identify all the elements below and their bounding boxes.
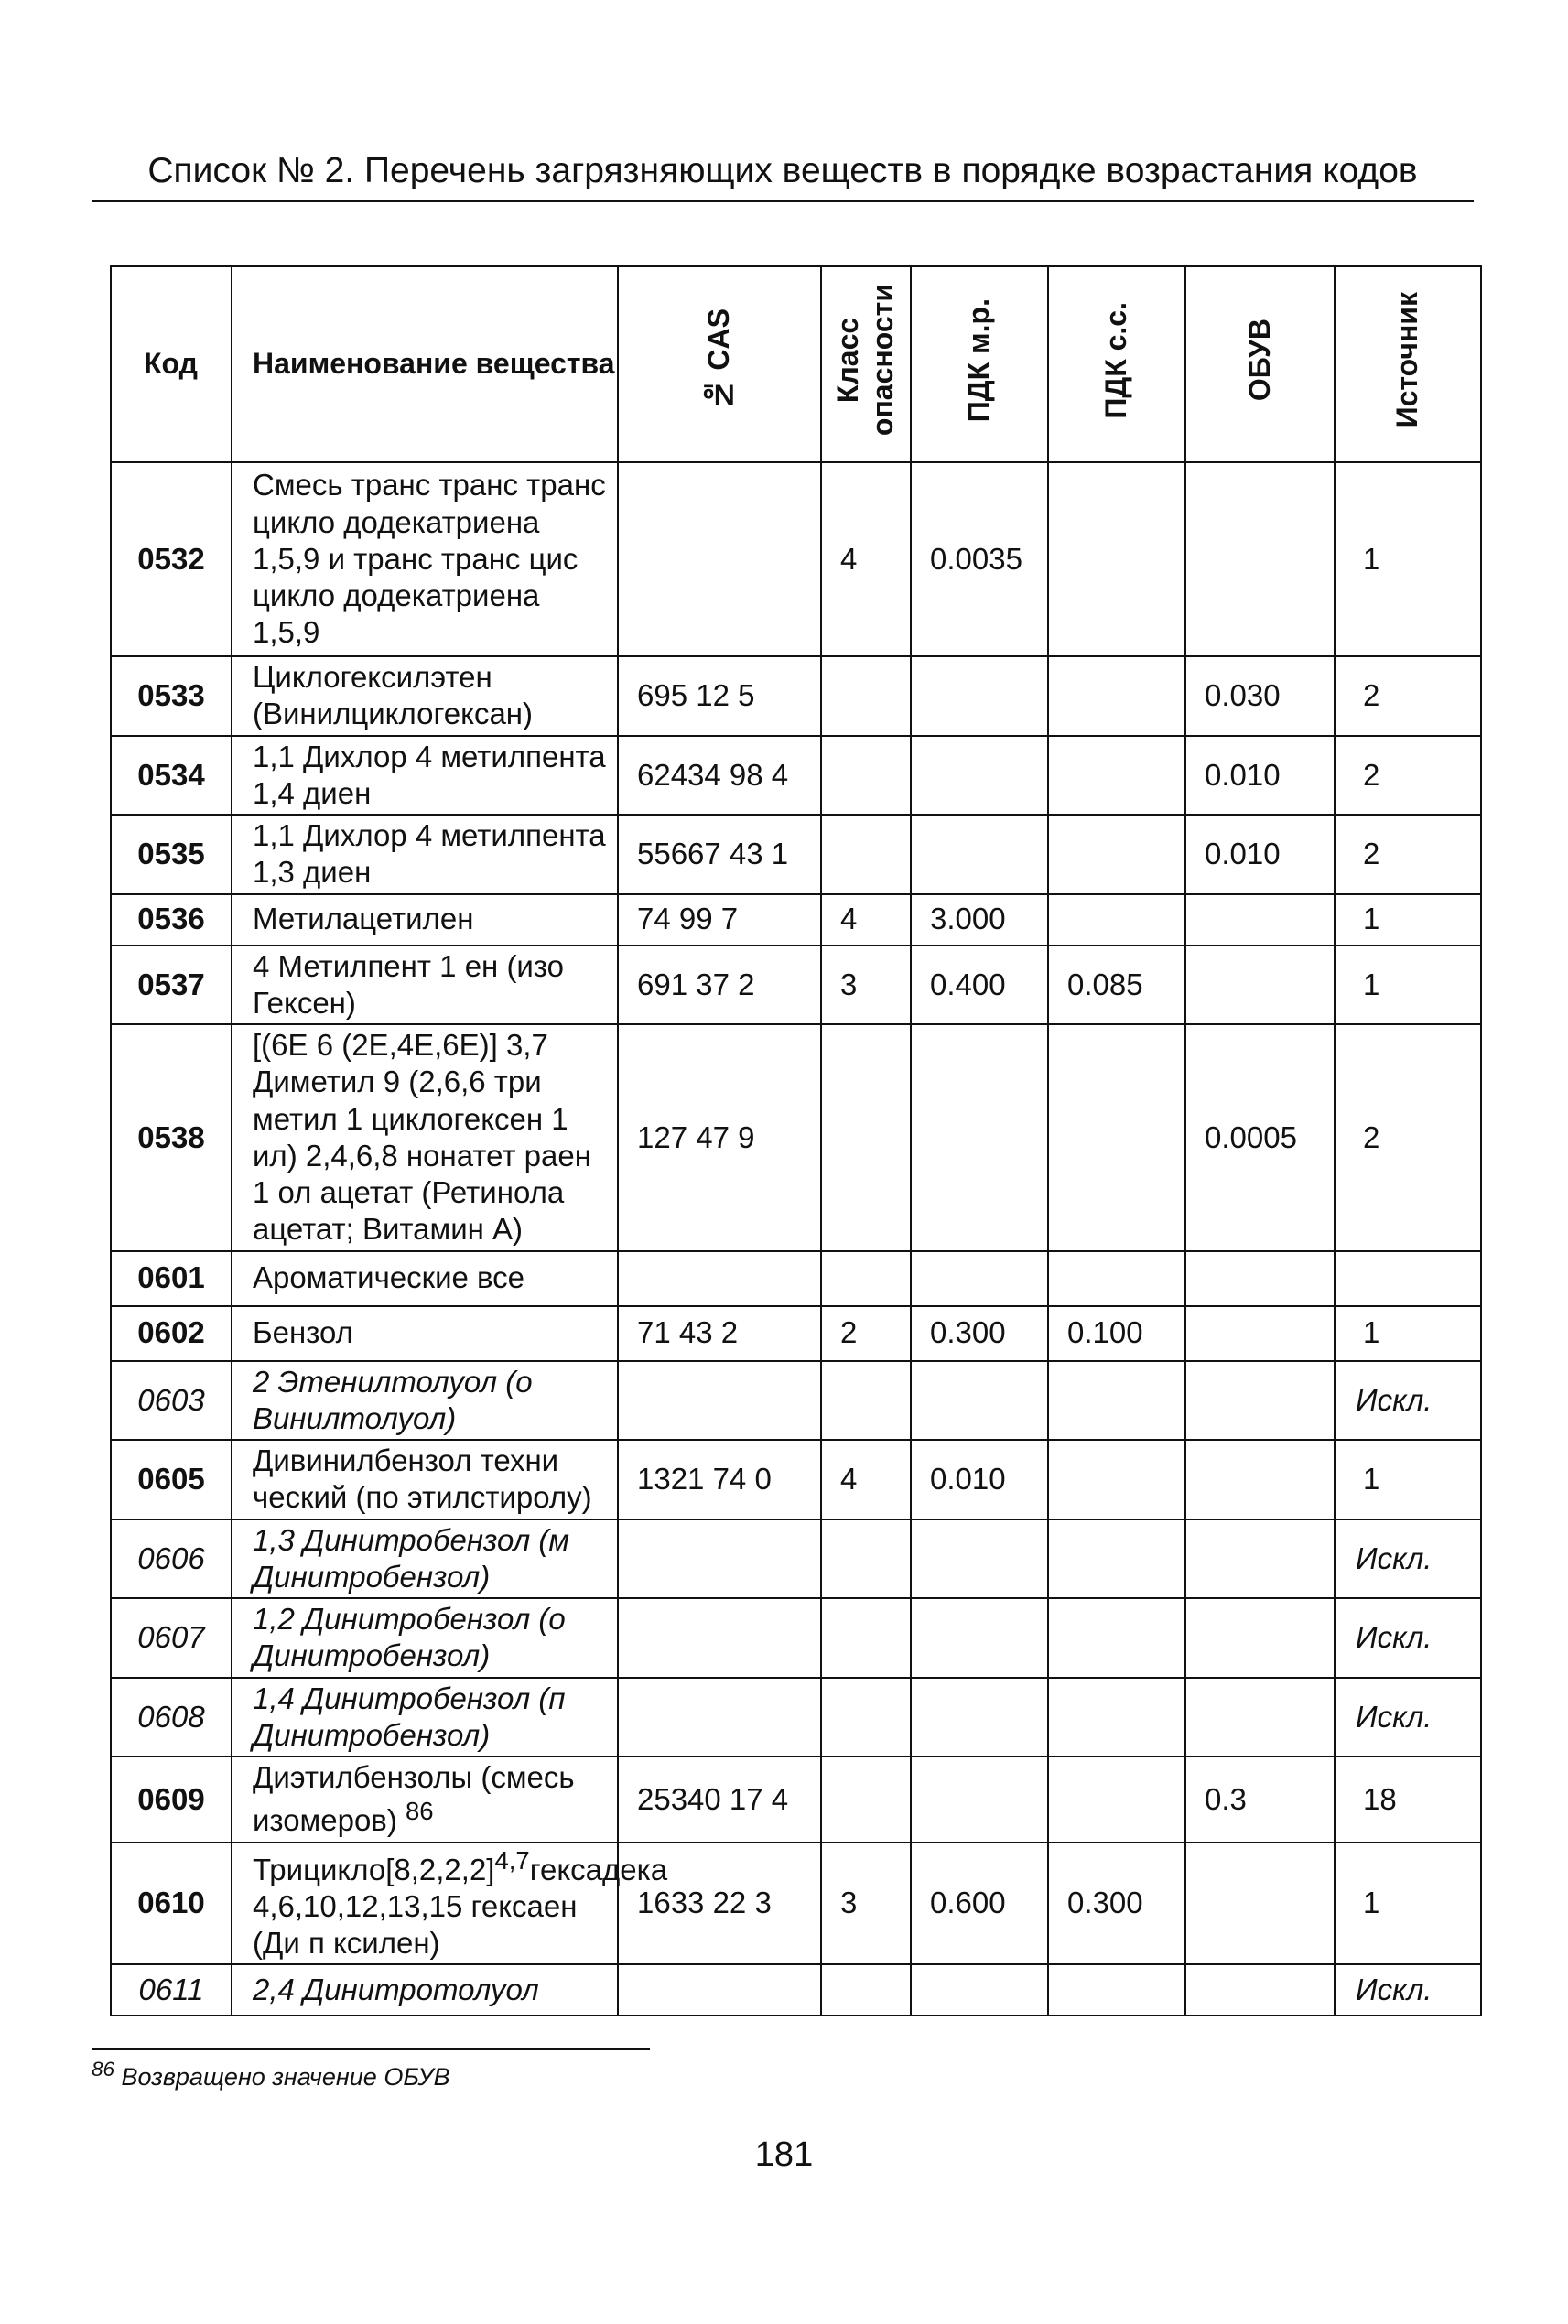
table-row (111, 1964, 1481, 2016)
header-cas-label: № CAS (702, 308, 736, 412)
cell-name (232, 1843, 668, 1965)
cell-code: 0536 (111, 894, 232, 946)
cell-name (232, 1598, 618, 1678)
cell-hazard-class (821, 815, 911, 894)
cell-pdk-mr (911, 1964, 1048, 2016)
cell-name-text: 2 Этенилтолуол (о Винилтолуол) (253, 1364, 533, 1435)
cell-cas: 25340 17 4 (618, 1757, 821, 1843)
cell-obuv (1185, 946, 1335, 1025)
table-row (111, 1598, 1481, 1678)
footnote-number: 86 (92, 2058, 115, 2081)
cell-hazard-class: 4 (821, 462, 911, 656)
cell-hazard-class: 4 (821, 1440, 911, 1519)
cell-obuv (1185, 1678, 1335, 1757)
cell-name-text: 1,1 Дихлор 4 метилпента 1,3 диен (253, 818, 606, 890)
cell-obuv: 0.010 (1185, 815, 1335, 894)
cell-name (232, 656, 618, 736)
cell-source: Искл. (1335, 1678, 1481, 1757)
header-name: Наименование вещества (232, 266, 618, 462)
cell-name (232, 1440, 618, 1519)
cell-source: 2 (1335, 1024, 1481, 1251)
cell-name-text: Диэтилбензолы (смесь изомеров) (253, 1760, 575, 1838)
cell-pdk-ss (1048, 1519, 1185, 1599)
cell-code: 0535 (111, 815, 232, 894)
cell-pdk-ss: 0.300 (1048, 1843, 1185, 1965)
cell-cas: 1321 74 0 (618, 1440, 821, 1519)
cell-pdk-ss: 0.085 (1048, 946, 1185, 1025)
cell-name-text-continued: гексадека 4,6,10,12,13,15 гексаен (Ди п ксилен) (253, 1852, 668, 1960)
table-row (111, 1440, 1481, 1519)
cell-obuv (1185, 1964, 1335, 2016)
footnote-reference: 86 (406, 1797, 434, 1826)
cell-name (232, 462, 618, 656)
cell-obuv (1185, 894, 1335, 946)
cell-cas (618, 1361, 821, 1441)
cell-code: 0610 (111, 1843, 232, 1965)
cell-pdk-mr (911, 1519, 1048, 1599)
header-pdk-mr-label: ПДК м.р. (962, 297, 996, 423)
cell-source: Искл. (1335, 1964, 1481, 2016)
cell-name-text: Дивинилбензол техни ческий (по этилстиролу) (253, 1443, 592, 1515)
cell-name-text: Трицикло[8,2,2,2] (253, 1852, 495, 1886)
cell-source: Искл. (1335, 1519, 1481, 1599)
cell-pdk-mr: 0.0035 (911, 462, 1048, 656)
cell-pdk-mr (911, 1251, 1048, 1306)
cell-cas (618, 1598, 821, 1678)
cell-obuv (1185, 462, 1335, 656)
cell-obuv: 0.010 (1185, 736, 1335, 816)
table-header-row (111, 266, 1481, 462)
cell-code: 0606 (111, 1519, 232, 1599)
header-cas (618, 266, 821, 462)
cell-code: 0608 (111, 1678, 232, 1757)
table-row (111, 656, 1481, 736)
cell-cas: 691 37 2 (618, 946, 821, 1025)
cell-pdk-ss: 0.100 (1048, 1306, 1185, 1361)
cell-hazard-class (821, 736, 911, 816)
table-row (111, 462, 1481, 656)
cell-code: 0534 (111, 736, 232, 816)
cell-cas: 62434 98 4 (618, 736, 821, 816)
header-source (1335, 266, 1481, 462)
cell-name (232, 1757, 618, 1843)
cell-pdk-mr: 3.000 (911, 894, 1048, 946)
cell-cas: 74 99 7 (618, 894, 821, 946)
cell-source: Искл. (1335, 1361, 1481, 1441)
cell-pdk-ss (1048, 815, 1185, 894)
table-row (111, 1361, 1481, 1441)
cell-pdk-ss (1048, 1757, 1185, 1843)
cell-pdk-ss (1048, 1361, 1185, 1441)
cell-name-text: Циклогексилэтен (Винилциклогексан) (253, 660, 534, 731)
cell-code: 0607 (111, 1598, 232, 1678)
cell-code: 0532 (111, 462, 232, 656)
cell-obuv (1185, 1843, 1335, 1965)
cell-name-text: Смесь транс транс транс цикло додекатриена 1,5,9 и транс транс цис цикло додекатриена 1,5,9 (253, 468, 606, 650)
cell-pdk-ss (1048, 1964, 1185, 2016)
cell-cas (618, 462, 821, 656)
cell-obuv (1185, 1361, 1335, 1441)
cell-cas (618, 1519, 821, 1599)
cell-hazard-class: 2 (821, 1306, 911, 1361)
cell-source: 1 (1335, 946, 1481, 1025)
cell-source (1335, 1251, 1481, 1306)
header-obuv-label: ОБУВ (1242, 319, 1276, 402)
cell-cas (618, 1678, 821, 1757)
cell-pdk-ss (1048, 656, 1185, 736)
header-source-label: Источник (1390, 292, 1424, 428)
cell-source: 2 (1335, 815, 1481, 894)
cell-hazard-class (821, 1024, 911, 1251)
table-row (111, 1519, 1481, 1599)
cell-cas (618, 1251, 821, 1306)
cell-source: 1 (1335, 462, 1481, 656)
cell-pdk-mr (911, 815, 1048, 894)
cell-name-text: 1,1 Дихлор 4 метилпента 1,4 диен (253, 739, 606, 810)
cell-source: 1 (1335, 1440, 1481, 1519)
table-row (111, 1843, 1481, 1965)
cell-pdk-mr (911, 656, 1048, 736)
cell-pdk-ss (1048, 1251, 1185, 1306)
cell-source: 2 (1335, 656, 1481, 736)
cell-hazard-class (821, 1361, 911, 1441)
cell-pdk-ss (1048, 462, 1185, 656)
cell-name (232, 1678, 618, 1757)
header-code: Код (111, 266, 232, 462)
cell-source: 1 (1335, 1843, 1481, 1965)
cell-obuv: 0.3 (1185, 1757, 1335, 1843)
cell-name-text: Бензол (253, 1315, 353, 1350)
cell-pdk-mr: 0.400 (911, 946, 1048, 1025)
cell-pdk-mr (911, 1757, 1048, 1843)
page-number: 181 (754, 2135, 814, 2174)
cell-name-text: [(6E 6 (2E,4E,6E)] 3,7 Диметил 9 (2,6,6 три метил 1 циклогексен 1 ил) 2,4,6,8 нонатет раен 1 ол ацетат (Ретинола ацетат; Витамин А) (253, 1028, 591, 1247)
cell-pdk-mr: 0.600 (911, 1843, 1048, 1965)
header-pdk-ss (1048, 266, 1185, 462)
footnote (92, 2058, 450, 2092)
cell-obuv (1185, 1598, 1335, 1678)
page-title: Список № 2. Перечень загрязняющих веществ в порядке возрастания кодов (147, 151, 1418, 190)
table-row (111, 1306, 1481, 1361)
cell-code: 0605 (111, 1440, 232, 1519)
cell-name (232, 1024, 618, 1251)
cell-code: 0533 (111, 656, 232, 736)
substances-table (110, 265, 1482, 2016)
cell-code: 0603 (111, 1361, 232, 1441)
cell-name-text: 1,3 Динитробензол (м Динитробензол) (253, 1522, 570, 1594)
cell-pdk-mr (911, 1678, 1048, 1757)
footnote-rule (92, 2048, 650, 2050)
cell-pdk-mr (911, 736, 1048, 816)
cell-name (232, 946, 618, 1025)
header-hazard-class (821, 266, 911, 462)
cell-hazard-class (821, 1964, 911, 2016)
cell-hazard-class (821, 1678, 911, 1757)
cell-name-text: Метилацетилен (253, 902, 474, 936)
cell-cas: 55667 43 1 (618, 815, 821, 894)
cell-name (232, 736, 618, 816)
cell-obuv: 0.0005 (1185, 1024, 1335, 1251)
cell-code: 0601 (111, 1251, 232, 1306)
cell-name (232, 894, 618, 946)
cell-hazard-class (821, 1519, 911, 1599)
cell-code: 0602 (111, 1306, 232, 1361)
cell-hazard-class: 3 (821, 946, 911, 1025)
cell-source: 1 (1335, 894, 1481, 946)
cell-name-text: 2,4 Динитротолуол (253, 1973, 539, 2007)
cell-name (232, 1251, 618, 1306)
table-body (111, 462, 1481, 2016)
cell-hazard-class (821, 1757, 911, 1843)
cell-code: 0538 (111, 1024, 232, 1251)
cell-cas: 127 47 9 (618, 1024, 821, 1251)
cell-pdk-ss (1048, 1678, 1185, 1757)
cell-name-text: Ароматические все (253, 1260, 525, 1295)
cell-pdk-mr: 0.300 (911, 1306, 1048, 1361)
cell-hazard-class (821, 1598, 911, 1678)
cell-pdk-mr (911, 1598, 1048, 1678)
cell-pdk-ss (1048, 894, 1185, 946)
cell-name-superscript: 4,7 (494, 1845, 530, 1875)
table-row (111, 946, 1481, 1025)
cell-pdk-mr (911, 1361, 1048, 1441)
header-obuv (1185, 266, 1335, 462)
cell-name-text: 4 Метилпент 1 ен (изо Гексен) (253, 948, 564, 1020)
cell-name (232, 815, 618, 894)
cell-pdk-mr (911, 1024, 1048, 1251)
table-row (111, 1757, 1481, 1843)
cell-cas (618, 1964, 821, 2016)
cell-name (232, 1964, 618, 2016)
cell-source: 18 (1335, 1757, 1481, 1843)
cell-name-text: 1,4 Динитробензол (п Динитробензол) (253, 1681, 566, 1752)
cell-obuv (1185, 1440, 1335, 1519)
title-rule (92, 200, 1474, 202)
header-pdk-ss-label: ПДК с.с. (1099, 301, 1133, 419)
header-hazard-class-label (831, 284, 901, 436)
cell-name (232, 1361, 618, 1441)
cell-hazard-class: 3 (821, 1843, 911, 1965)
cell-pdk-ss (1048, 1024, 1185, 1251)
table-row (111, 1024, 1481, 1251)
cell-code: 0611 (111, 1964, 232, 2016)
cell-cas: 71 43 2 (618, 1306, 821, 1361)
cell-hazard-class (821, 1251, 911, 1306)
cell-hazard-class: 4 (821, 894, 911, 946)
header-hazard-class-line2: опасности (866, 284, 899, 437)
cell-cas: 1633 22 3 (618, 1843, 821, 1965)
cell-name (232, 1306, 618, 1361)
header-pdk-mr (911, 266, 1048, 462)
cell-obuv (1185, 1519, 1335, 1599)
cell-source: 2 (1335, 736, 1481, 816)
cell-hazard-class (821, 656, 911, 736)
cell-name-text: 1,2 Динитробензол (о Динитробензол) (253, 1602, 566, 1673)
cell-obuv (1185, 1306, 1335, 1361)
cell-source: 1 (1335, 1306, 1481, 1361)
table-row (111, 1678, 1481, 1757)
table-row (111, 736, 1481, 816)
cell-cas: 695 12 5 (618, 656, 821, 736)
cell-pdk-ss (1048, 736, 1185, 816)
cell-pdk-mr: 0.010 (911, 1440, 1048, 1519)
footnote-text: Возвращено значение ОБУВ (121, 2063, 450, 2091)
cell-code: 0537 (111, 946, 232, 1025)
cell-name (232, 1519, 618, 1599)
table-row (111, 815, 1481, 894)
cell-pdk-ss (1048, 1598, 1185, 1678)
cell-code: 0609 (111, 1757, 232, 1843)
header-hazard-class-line1: Класс (831, 317, 865, 404)
table-row (111, 894, 1481, 946)
cell-obuv (1185, 1251, 1335, 1306)
cell-source: Искл. (1335, 1598, 1481, 1678)
table-row (111, 1251, 1481, 1306)
cell-obuv: 0.030 (1185, 656, 1335, 736)
cell-pdk-ss (1048, 1440, 1185, 1519)
